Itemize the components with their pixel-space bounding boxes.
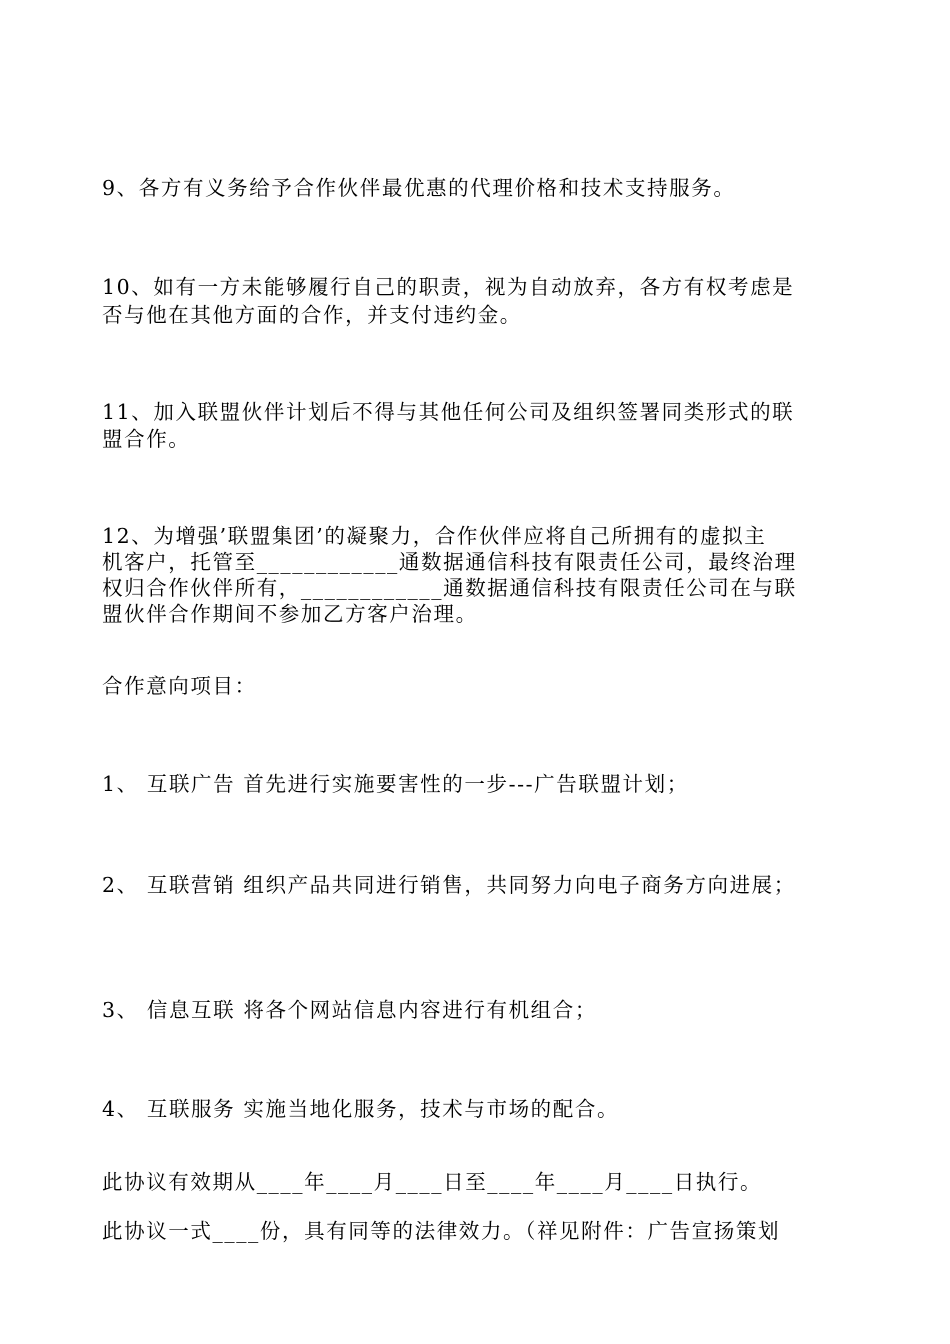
clause-12-line-3: 权归合作伙伴所有，____________通数据通信科技有限责任公司在与联 (102, 576, 797, 600)
clause-10-line-2: 否与他在其他方面的合作，并支付违约金。 (102, 303, 522, 327)
project-item-2: 2、 互联营销 组织产品共同进行销售，共同努力向电子商务方向进展； (102, 873, 796, 897)
clause-10-line-1: 10、如有一方未能够履行自己的职责，视为自动放弃，各方有权考虑是 (102, 275, 795, 299)
project-item-4: 4、 互联服务 实施当地化服务，技术与市场的配合。 (102, 1097, 620, 1121)
project-item-3: 3、 信息互联 将各个网站信息内容进行有机组合； (102, 998, 597, 1022)
clause-12-line-2: 机客户，托管至____________通数据通信科技有限责任公司，最终治理 (102, 550, 797, 574)
clause-11-line-2: 盟合作。 (102, 427, 191, 451)
validity-line: 此协议有效期从____年____月____日至____年____月____日执行。 (102, 1170, 763, 1194)
clause-11-line-1: 11、加入联盟伙伴计划后不得与其他任何公司及组织签署同类形式的联 (102, 400, 795, 424)
project-item-1: 1、 互联广告 首先进行实施要害性的一步---广告联盟计划； (102, 772, 689, 796)
clause-12-line-1: 12、为增强’联盟集团’的凝聚力，合作伙伴应将自己所拥有的虚拟主 (102, 524, 767, 548)
clause-9-line-1: 9、各方有义务给予合作伙伴最优惠的代理价格和技术支持服务。 (102, 176, 736, 200)
projects-heading: 合作意向项目： (102, 674, 257, 698)
copies-line: 此协议一式____份，具有同等的法律效力。（祥见附件：广告宣扬策划 (102, 1219, 781, 1243)
clause-12-line-4: 盟伙伴合作期间不参加乙方客户治理。 (102, 602, 478, 626)
